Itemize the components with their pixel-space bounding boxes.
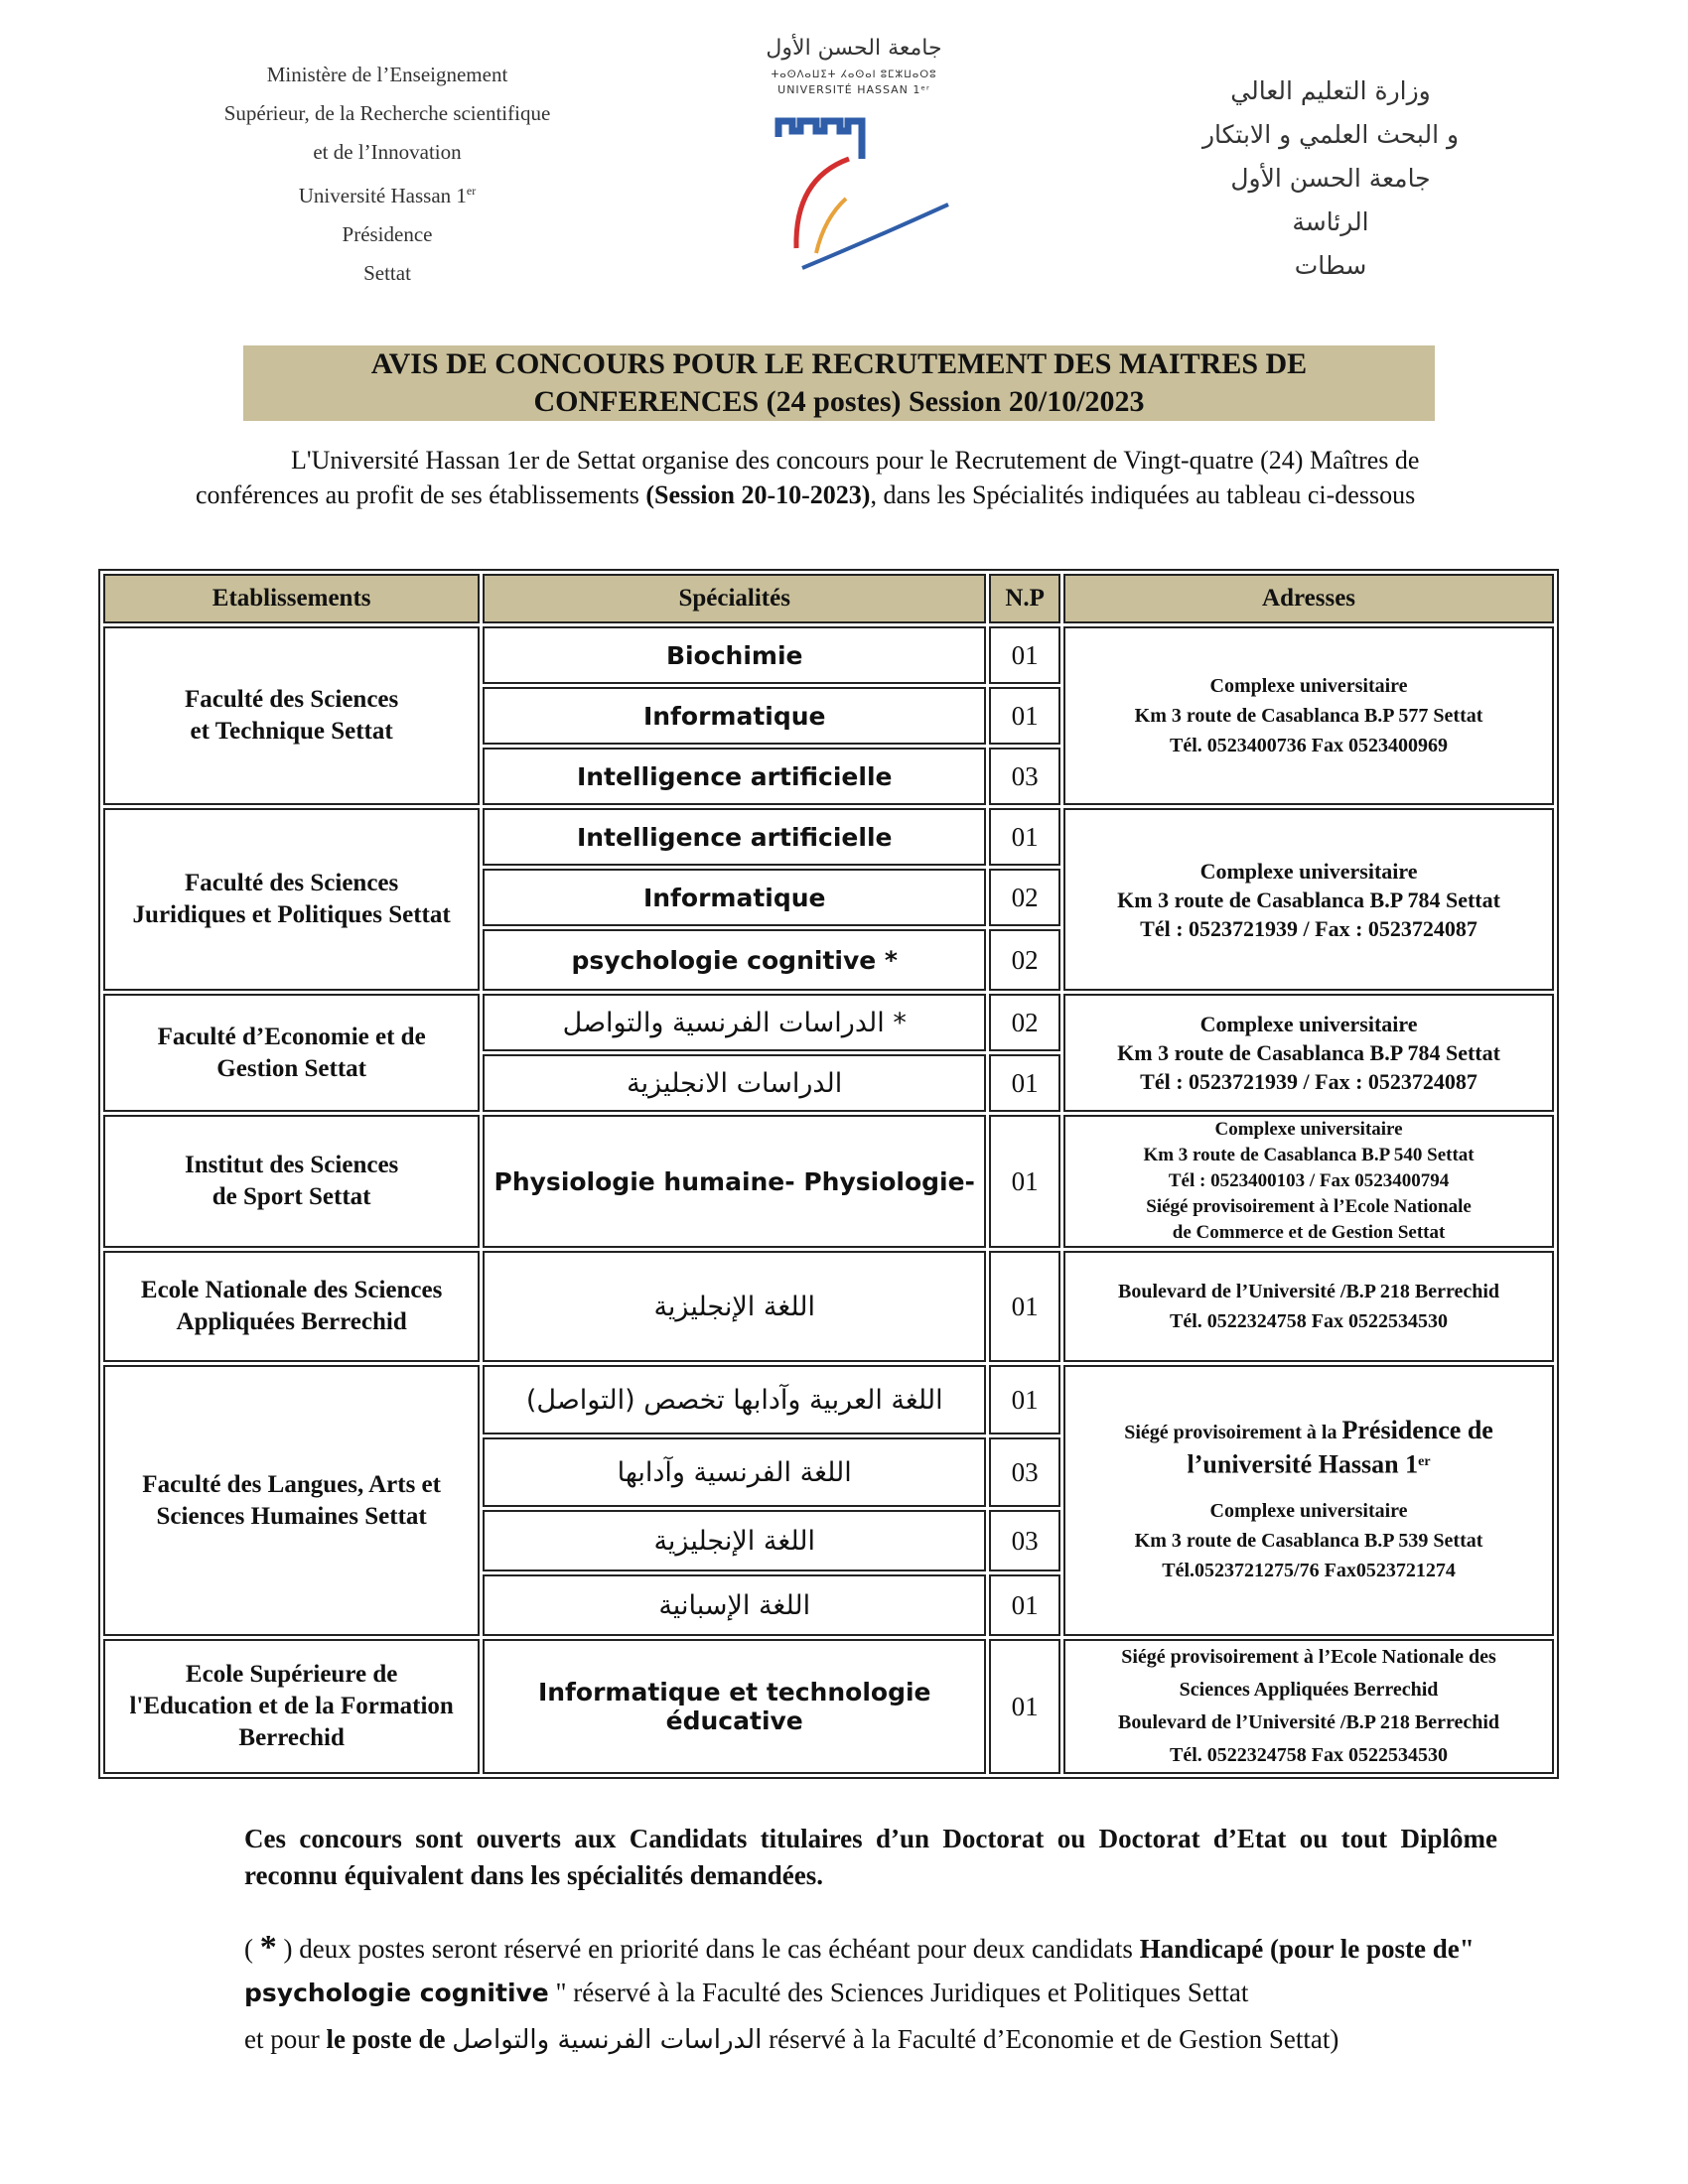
np-cell: 01 [989, 626, 1060, 684]
address-cell: Siégé provisoirement à l’Ecole Nationale des Sciences Appliquées Berrechid Boulevard de l’Université /B.P 218 Berrechid Tél. 0522324758 Fax 0522534530 [1063, 1639, 1554, 1774]
np-cell: 03 [989, 748, 1060, 805]
header-line: جامعة الحسن الأول [1230, 164, 1431, 193]
specialite-cell: Informatique et technologie éducative [483, 1639, 986, 1774]
ministry-header-ar [1172, 69, 1489, 288]
address-cell: Complexe universitaire Km 3 route de Casablanca B.P 784 Settat Tél : 0523721939 / Fax : 0523724087 [1063, 808, 1554, 991]
np-cell: 02 [989, 929, 1060, 991]
table-row [103, 1251, 1554, 1362]
np-cell: 01 [989, 1365, 1060, 1434]
reservation-note: ( * ) deux postes seront réservé en priorité dans le cas échéant pour deux candidats Handicapé (pour le poste de" psychologie cognitive " réservé à la Faculté des Sciences Juridiques et Politiques Settat et pour le poste de الدراسات الفرنسية والتواصل réservé à la Faculté d’Economie et de Gestion Settat) [244, 1929, 1475, 2055]
np-cell: 01 [989, 808, 1060, 866]
specialite-cell: Physiologie humaine- Physiologie- [483, 1115, 986, 1248]
positions-table [98, 569, 1559, 1779]
page-title [243, 345, 1435, 421]
specialite-cell: اللغة الفرنسية وآدابها [483, 1437, 986, 1507]
header-line: Présidence [342, 222, 433, 246]
specialite-cell: Intelligence artificielle [483, 808, 986, 866]
np-cell: 02 [989, 869, 1060, 926]
np-cell: 01 [989, 1251, 1060, 1362]
specialite-cell: الدراسات الانجليزية [483, 1054, 986, 1112]
header-line: سطات [1294, 251, 1367, 280]
specialite-cell: اللغة الإنجليزية [483, 1251, 986, 1362]
specialite-cell: Biochimie [483, 626, 986, 684]
np-cell: 01 [989, 687, 1060, 745]
address-cell: Siégé provisoirement à la Présidence de l’université Hassan 1er Complexe universitaire Km 3 route de Casablanca B.P 539 Settat Tél.0523721275/76 Fax0523721274 [1063, 1365, 1554, 1636]
eligibility-note: Ces concours sont ouverts aux Candidats titulaires d’un Doctorat ou Doctorat d’Etat ou tout Diplôme reconnu équivalent dans les spécialités demandées. [244, 1824, 1497, 1890]
etablissement-cell: Ecole Supérieure de l'Education et de la Formation Berrechid [103, 1639, 480, 1774]
table-row [103, 1115, 1554, 1248]
np-cell: 03 [989, 1437, 1060, 1507]
intro-paragraph [196, 443, 1496, 512]
np-cell: 01 [989, 1054, 1060, 1112]
np-cell: 01 [989, 1574, 1060, 1636]
col-header-adresses: Adresses [1063, 574, 1554, 623]
specialite-cell: اللغة الإسبانية [483, 1574, 986, 1636]
address-cell: Complexe universitaire Km 3 route de Casablanca B.P 540 Settat Tél : 0523400103 / Fax 0523400794 Siégé provisoirement à l’Ecole Nationale de Commerce et de Gestion Settat [1063, 1115, 1554, 1248]
intro-session: (Session 20-10-2023) [645, 480, 871, 509]
specialite-cell: Informatique [483, 869, 986, 926]
logo-arabic-name: جامعة الحسن الأول [766, 36, 942, 61]
np-cell: 02 [989, 994, 1060, 1051]
address-cell: Complexe universitaire Km 3 route de Casablanca B.P 577 Settat Tél. 0523400736 Fax 0523400969 [1063, 626, 1554, 805]
specialite-cell: psychologie cognitive * [483, 929, 986, 991]
ministry-header-fr [189, 56, 586, 293]
intro-text: L'Université Hassan 1er de Settat organise des concours pour le Recrutement de Vingt-quatre (24) Maîtres de conférences au profit de ses établissements [196, 446, 1420, 509]
header-line: وزارة التعليم العالي [1230, 76, 1431, 105]
university-logo [735, 36, 973, 284]
intro-text: , dans les Spécialités indiquées au tableau ci-dessous [870, 480, 1416, 509]
col-header-np: N.P [989, 574, 1060, 623]
logo-emblem-icon [735, 99, 973, 278]
header-line: و البحث العلمي و الابتكار [1201, 120, 1460, 149]
np-cell: 01 [989, 1639, 1060, 1774]
table-row [103, 626, 1554, 684]
np-cell: 03 [989, 1510, 1060, 1571]
header-line: et de l’Innovation [313, 140, 462, 164]
header-line: Université Hassan 1er [298, 184, 477, 207]
header-line: Settat [363, 261, 411, 285]
table-header-row [103, 574, 1554, 623]
etablissement-cell: Faculté des Langues, Arts et Sciences Humaines Settat [103, 1365, 480, 1636]
specialite-cell: Informatique [483, 687, 986, 745]
specialite-cell: اللغة العربية وآدابها تخصص (التواصل) [483, 1365, 986, 1434]
etablissement-cell: Faculté d’Economie et de Gestion Settat [103, 994, 480, 1112]
title-line: CONFERENCES (24 postes) Session 20/10/2023 [533, 385, 1145, 418]
address-cell: Complexe universitaire Km 3 route de Casablanca B.P 784 Settat Tél : 0523721939 / Fax : 0523724087 [1063, 994, 1554, 1112]
table-row [103, 994, 1554, 1051]
specialite-cell: * الدراسات الفرنسية والتواصل [483, 994, 986, 1051]
specialite-cell: Intelligence artificielle [483, 748, 986, 805]
logo-french-name: UNIVERSITÉ HASSAN 1ᵉʳ [777, 83, 930, 96]
table-row [103, 808, 1554, 866]
etablissement-cell: Ecole Nationale des Sciences Appliquées Berrechid [103, 1251, 480, 1362]
etablissement-cell: Faculté des Sciences et Technique Settat [103, 626, 480, 805]
col-header-specialites: Spécialités [483, 574, 986, 623]
logo-tifinagh-name: ⵜⴰⵙⴷⴰⵡⵉⵜ ⵃⴰⵙⴰⵏ ⵓⵎⵣⵡⴰⵔⵓ [771, 69, 937, 80]
etablissement-cell: Faculté des Sciences Juridiques et Politiques Settat [103, 808, 480, 991]
table-row [103, 1365, 1554, 1434]
title-line: AVIS DE CONCOURS POUR LE RECRUTEMENT DES MAITRES DE [370, 347, 1308, 380]
np-cell: 01 [989, 1115, 1060, 1248]
etablissement-cell: Institut des Sciences de Sport Settat [103, 1115, 480, 1248]
specialite-cell: اللغة الإنجليزية [483, 1510, 986, 1571]
header-line: Ministère de l’Enseignement [266, 63, 508, 86]
address-cell: Boulevard de l’Université /B.P 218 Berrechid Tél. 0522324758 Fax 0522534530 [1063, 1251, 1554, 1362]
col-header-etablissements: Etablissements [103, 574, 480, 623]
table-row [103, 1639, 1554, 1774]
header-line: الرئاسة [1292, 207, 1369, 236]
header-line: Supérieur, de la Recherche scientifique [223, 101, 551, 125]
